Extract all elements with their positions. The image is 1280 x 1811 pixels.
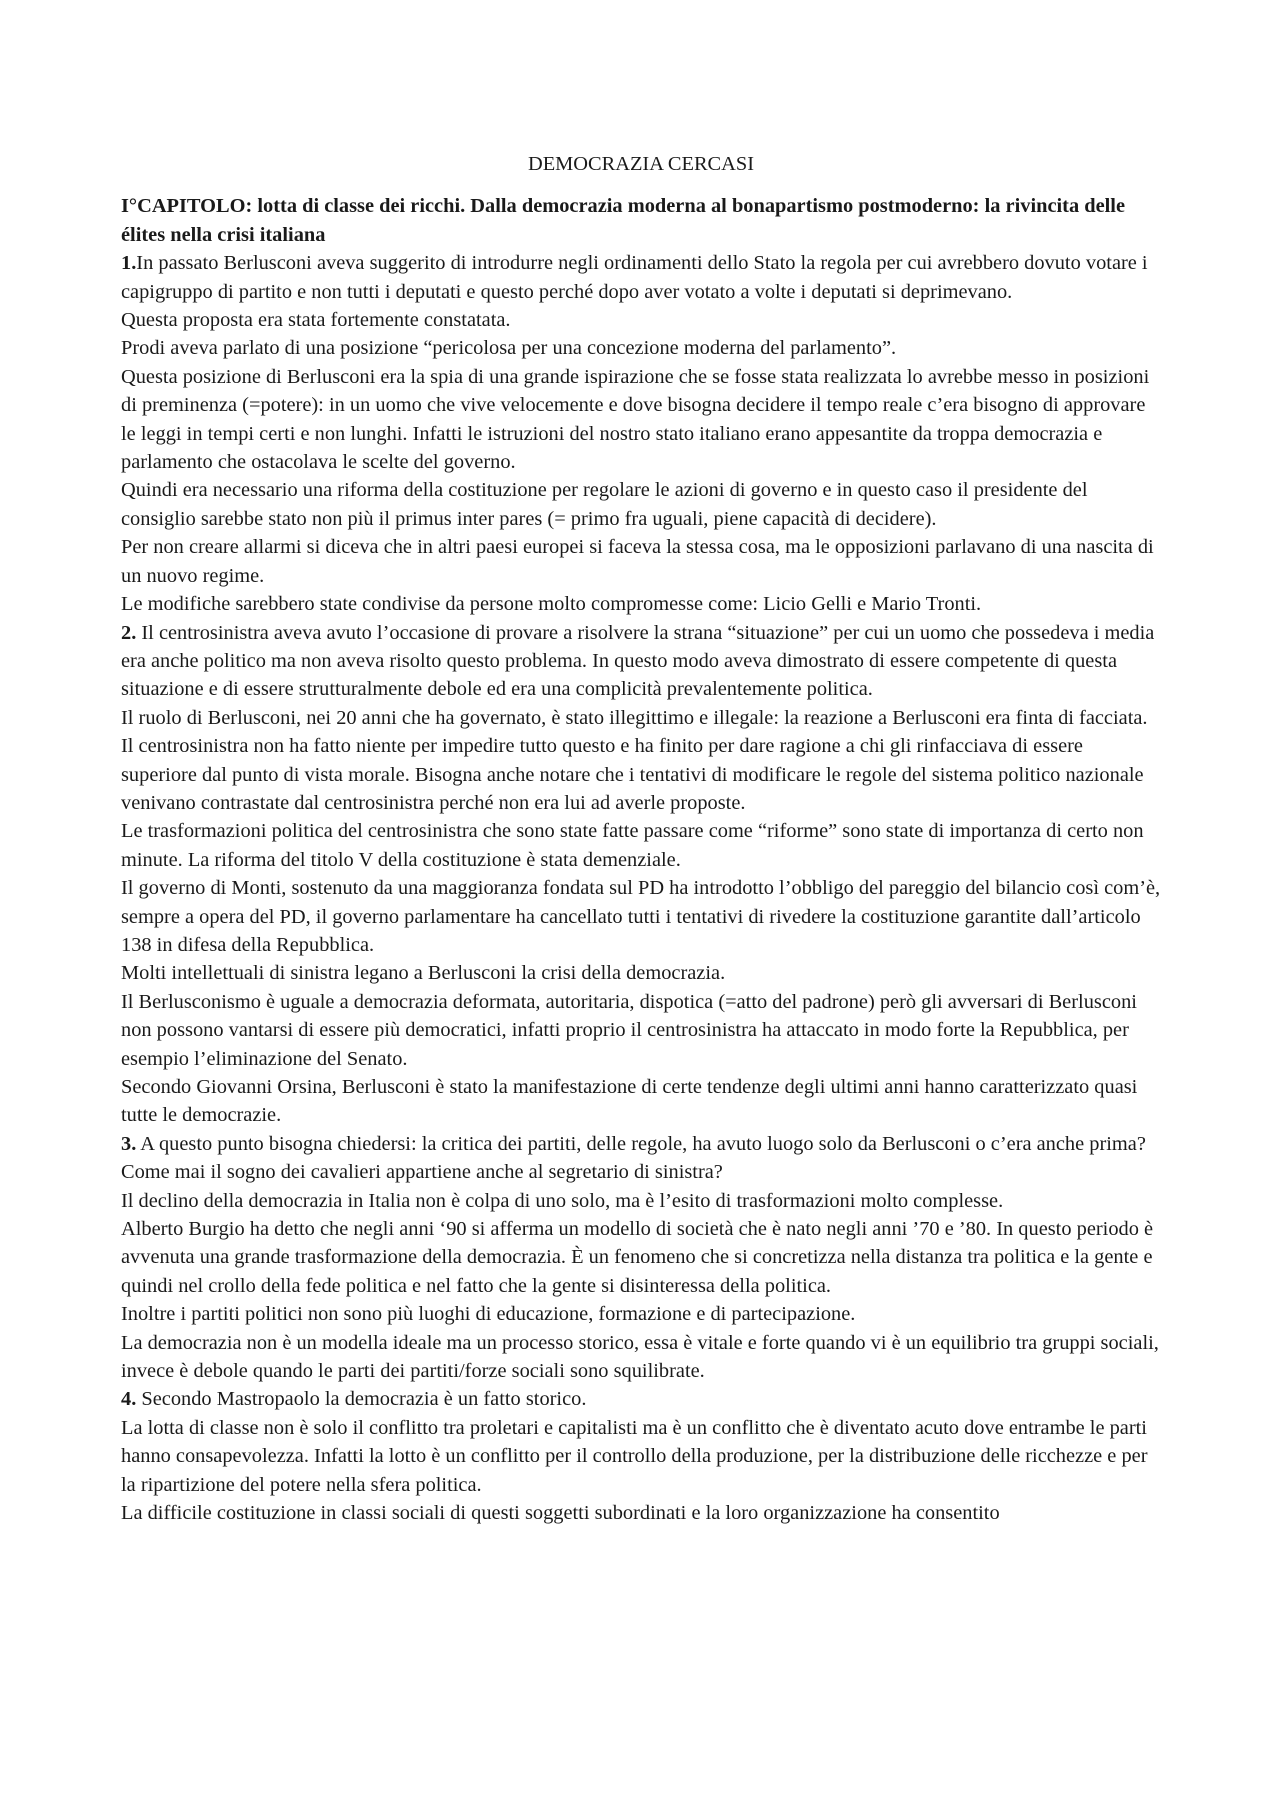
paragraph: [121, 1329, 1161, 1386]
paragraph: [121, 619, 1161, 704]
paragraph: [121, 533, 1161, 590]
document-body: [121, 150, 1161, 1528]
paragraph-text: Le modifiche sarebbero state condivise da persone molto compromesse come: Licio Gelli e Mario Tronti.: [121, 593, 982, 616]
paragraph: [121, 874, 1161, 959]
paragraph-text: La difficile costituzione in classi sociali di questi soggetti subordinati e la loro organizzazione ha consentito: [121, 1502, 1000, 1525]
paragraph-text: Quindi era necessario una riforma della costituzione per regolare le azioni di governo e in questo caso il presidente del consiglio sarebbe stato non più il primus inter pares (= primo fra uguali, piene capacità di decidere).: [121, 479, 1088, 530]
paragraph-text: Questa proposta era stata fortemente constatata.: [121, 309, 511, 332]
paragraph-text: Secondo Mastropaolo la democrazia è un fatto storico.: [136, 1388, 587, 1411]
paragraph: [121, 1073, 1161, 1130]
paragraph: [121, 249, 1161, 306]
paragraph: [121, 1385, 1161, 1413]
paragraph-text: Il declino della democrazia in Italia non è colpa di uno solo, ma è l’esito di trasformazioni molto complesse.: [121, 1189, 1004, 1212]
paragraph-text: Le trasformazioni politica del centrosinistra che sono state fatte passare come “riforme” sono state di importanza di certo non minute. La riforma del titolo V della costituzione è stata demenziale.: [121, 820, 1144, 871]
paragraph: [121, 334, 1161, 362]
paragraph-text: Alberto Burgio ha detto che negli anni ‘90 si afferma un modello di società che è nato negli anni ’70 e ’80. In questo periodo è avvenuta una grande trasformazione della democrazia. È un fenomeno che si concretizza nella distanza tra politica e la gente e quindi nel crollo della fede politica e nel fatto che la gente si disinteressa della politica.: [121, 1218, 1154, 1297]
paragraph: [121, 306, 1161, 334]
paragraph-number: 3.: [121, 1132, 137, 1155]
document-title: DEMOCRAZIA CERCASI: [527, 153, 755, 175]
paragraph: [121, 363, 1161, 477]
paragraph-text: In passato Berlusconi aveva suggerito di introdurre negli ordinamenti dello Stato la regola per cui avrebbero dovuto votare i capigruppo di partito e non tutti i deputati e questo perché dopo aver votato a volte i deputati si deprimevano.: [121, 252, 1148, 303]
paragraph: [121, 476, 1161, 533]
paragraph: [121, 1300, 1161, 1328]
paragraph-text: Inoltre i partiti politici non sono più luoghi di educazione, formazione e di partecipazione.: [121, 1303, 856, 1326]
paragraph: [121, 1215, 1161, 1300]
paragraph: [121, 732, 1161, 817]
paragraph-number: 1.: [121, 252, 137, 275]
chapter-heading: I°CAPITOLO: lotta di classe dei ricchi. Dalla democrazia moderna al bonapartismo postmoderno: la rivincita delle élites nella crisi italiana: [121, 195, 1126, 246]
paragraph-text: Il Berlusconismo è uguale a democrazia deformata, autoritaria, dispotica (=atto del padrone) però gli avversari di Berlusconi non possono vantarsi di essere più democratici, infatti proprio il centrosinistra ha attaccato in modo forte la Repubblica, per esempio l’eliminazione del Senato.: [121, 990, 1137, 1070]
paragraph-text: Il ruolo di Berlusconi, nei 20 anni che ha governato, è stato illegittimo e illegale: la reazione a Berlusconi era finta di facciata.: [121, 706, 1148, 729]
paragraph: [121, 704, 1161, 732]
paragraph-text: Molti intellettuali di sinistra legano a Berlusconi la crisi della democrazia.: [121, 962, 726, 985]
paragraph: [121, 1414, 1161, 1499]
paragraph-text: A questo punto bisogna chiedersi: la critica dei partiti, delle regole, ha avuto luogo solo da Berlusconi o c’era anche prima? Come mai il sogno dei cavalieri appartiene anche al segretario di sinistra?: [121, 1132, 1146, 1184]
paragraph: [121, 590, 1161, 618]
paragraph-text: Questa posizione di Berlusconi era la spia di una grande ispirazione che se fosse stata realizzata lo avrebbe messo in posizioni di preminenza (=potere): in un uomo che vive velocemente e dove bisogna decidere il tempo reale c’era bisogno di approvare le leggi in tempi certi e non lunghi. Infatti le istruzioni del nostro stato italiano erano appesantite da troppa democrazia e parlamento che ostacolava le scelte del governo.: [121, 365, 1150, 474]
paragraph-text: Prodi aveva parlato di una posizione “pericolosa per una concezione moderna del parlamento”.: [121, 337, 897, 360]
paragraph-text: Il governo di Monti, sostenuto da una maggioranza fondata sul PD ha introdotto l’obbligo del pareggio del bilancio così com’è, sempre a opera del PD, il governo parlamentare ha cancellato tutti i tentativi di rivedere la costituzione garantite dall’articolo 138 in difesa della Repubblica.: [121, 877, 1161, 956]
paragraph: [121, 988, 1161, 1073]
paragraph: [121, 1499, 1161, 1527]
paragraph: [121, 1130, 1161, 1187]
paragraph: [121, 817, 1161, 874]
paragraph-number: 2.: [121, 621, 137, 644]
paragraph-text: Il centrosinistra aveva avuto l’occasione di provare a risolvere la strana “situazione” per cui un uomo che possedeva i media era anche politico ma non aveva risolto questo problema. In questo modo aveva dimostrato di essere competente di questa situazione e di essere strutturalmente debole ed era una complicità prevalentemente politica.: [121, 621, 1155, 701]
paragraph-text: La lotta di classe non è solo il conflitto tra proletari e capitalisti ma è un conflitto che è diventato acuto dove entrambe le parti hanno consapevolezza. Infatti la lotto è un conflitto per il controllo della produzione, per la distribuzione delle ricchezze e per la ripartizione del potere nella sfera politica.: [121, 1416, 1148, 1496]
paragraph-text: La democrazia non è un modella ideale ma un processo storico, essa è vitale e forte quando vi è un equilibrio tra gruppi sociali, invece è debole quando le parti dei partiti/forze sociali sono squilibrate.: [121, 1331, 1159, 1383]
paragraph-text: Il centrosinistra non ha fatto niente per impedire tutto questo e ha finito per dare ragione a chi gli rinfacciava di essere superiore dal punto di vista morale. Bisogna anche notare che i tentativi di modificare le regole del sistema politico nazionale venivano contrastate dal centrosinistra perché non era lui ad averle proposte.: [121, 735, 1144, 814]
paragraph-text: Per non creare allarmi si diceva che in altri paesi europei si faceva la stessa cosa, ma le opposizioni parlavano di una nascita di un nuovo regime.: [121, 536, 1154, 587]
paragraph-text: Secondo Giovanni Orsina, Berlusconi è stato la manifestazione di certe tendenze degli ultimi anni hanno caratterizzato quasi tutte le democrazie.: [121, 1076, 1138, 1127]
paragraph-number: 4.: [121, 1388, 137, 1411]
paragraph: [121, 1187, 1161, 1215]
paragraph: [121, 959, 1161, 987]
